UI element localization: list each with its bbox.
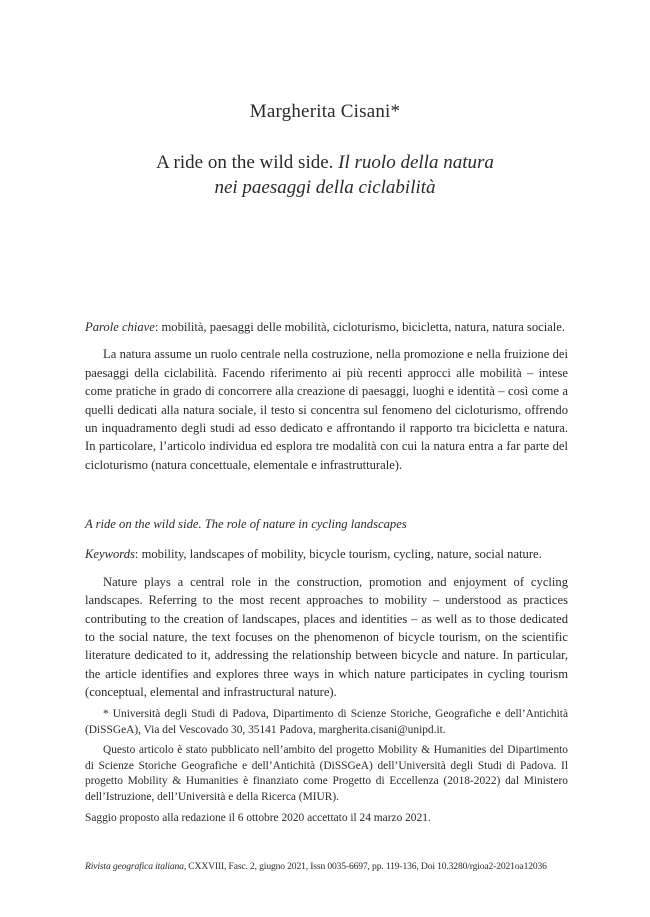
title-italic-1: Il ruolo della natura xyxy=(338,152,494,173)
title-regular: A ride on the wild side. xyxy=(156,152,334,173)
italian-keywords-text: : mobilità, paesaggi delle mobilità, cicloturismo, bicicletta, natura, natura sociale. xyxy=(154,320,566,334)
journal-name: Rivista geografica italiana xyxy=(85,861,184,872)
english-keywords-text: : mobility, landscapes of mobility, bicycle tourism, cycling, nature, social nature. xyxy=(134,547,542,562)
author-name: Margherita Cisani* xyxy=(249,101,401,122)
english-keywords xyxy=(85,545,568,563)
submission-note: Saggio proposto alla redazione il 6 ottobre 2020 accettato il 24 marzo 2021. xyxy=(85,811,431,824)
italian-abstract-section xyxy=(85,318,568,474)
english-title: A ride on the wild side. The role of nature in cycling landscapes xyxy=(85,517,407,531)
journal-details: , CXXVIII, Fasc. 2, giugno 2021, Issn 0035-6697, pp. 119-136, Doi 10.3280/rgioa2-2021oa12036 xyxy=(183,861,547,872)
title-italic-2: nei paesaggi della ciclabilità xyxy=(214,177,436,198)
italian-abstract: La natura assume un ruolo centrale nella costruzione, nella promozione e nella fruizione dei paesaggi della ciclabilità. Facendo riferimento ai più recenti approcci alle mobilità – intese come pratiche in grado di concorrere alla creazione di paesaggi, luoghi e identità – così come a quelli dedicati alla natura sociale, il testo si concentra sul fenomeno del cicloturismo, offrendo un inquadramento degli studi ad esso dedicato e affrontando il rapporto tra bicicletta e natura. In particolare, l’articolo individua ed esplora tre modalità con cui la natura entra a far parte del cicloturismo (natura concettuale, elementale e infrastrutturale). xyxy=(85,347,568,472)
affiliation-note: * Università degli Studi di Padova, Dipartimento di Scienze Storiche, Geografiche e dell’Antichità (DiSSGeA), Via del Vescovado 30, 35141 Padova, margherita.cisani@unipd.it. xyxy=(85,708,568,736)
footnotes xyxy=(85,707,568,831)
english-keywords-label: Keywords xyxy=(85,547,135,562)
italian-keywords xyxy=(85,318,568,336)
english-abstract: Nature plays a central role in the construction, promotion and enjoyment of cycling landscapes. Referring to the most recent approaches to mobility – understood as practices contributing to the creation of landscapes, places and identities – as well as to those dedicated to the social nature, the text focuses on the phenomenon of bicycle tourism, on the scientific literature dedicated to it, addressing the relationship between bicycle and nature. In particular, the article identifies and explores three ways in which nature participates in cycling tourism (conceptual, elemental and infrastructural nature). xyxy=(85,574,568,700)
english-abstract-section xyxy=(85,515,568,702)
journal-footer xyxy=(85,860,568,873)
italian-keywords-label: Parole chiave xyxy=(85,320,155,334)
article-title xyxy=(60,150,590,200)
project-note: Questo articolo è stato pubblicato nell’ambito del progetto Mobility & Humanities del Dipartimento di Scienze Storiche Geografiche e dell’Antichità (DiSSGeA) dell’Università degli Studi di Padova. Il progetto Mobility & Humanities è finanziato come Progetto di Eccellenza (2018-2022) dal Ministero dell’Istruzione, dell’Università e della Ricerca (MIUR). xyxy=(85,744,568,803)
